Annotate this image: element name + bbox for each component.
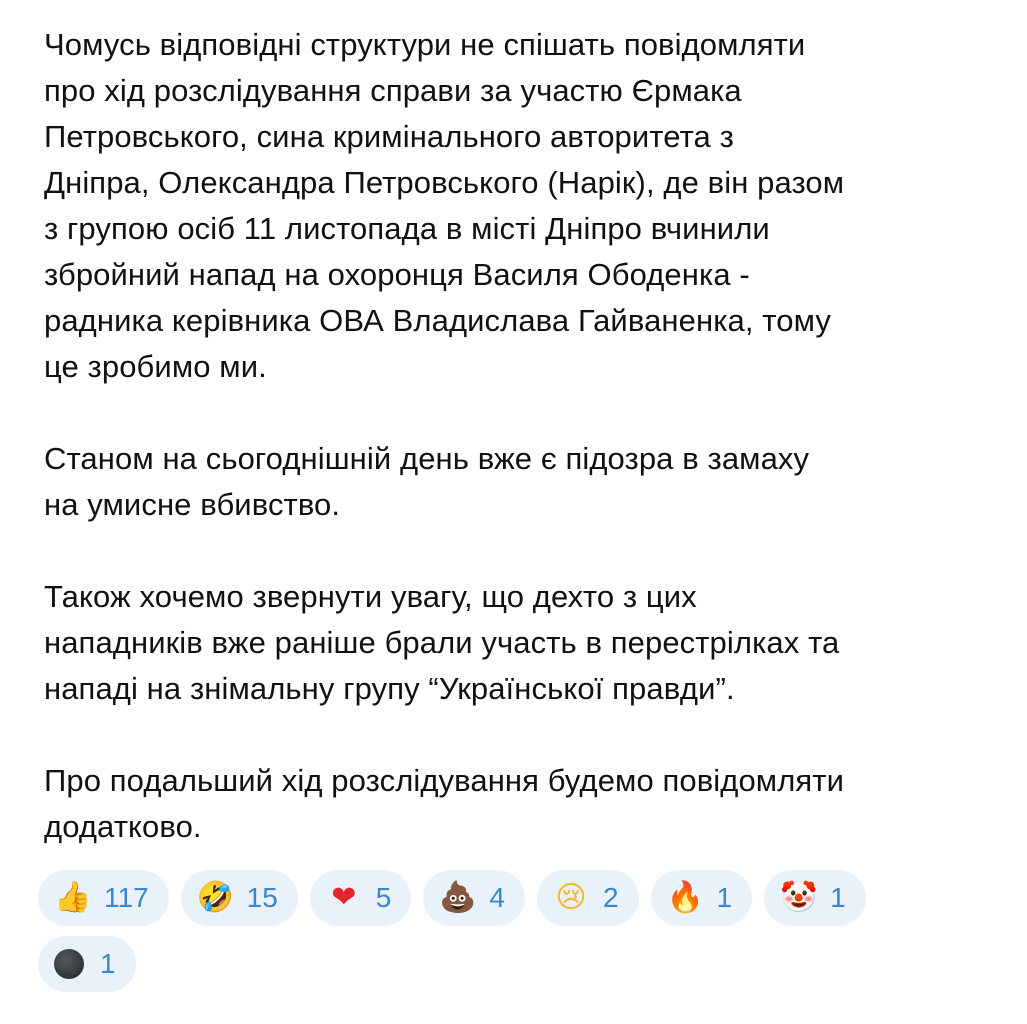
reaction-count: 1 <box>716 882 733 913</box>
reaction-count: 15 <box>246 882 278 913</box>
reaction-count: 4 <box>489 882 505 913</box>
reaction-poop[interactable] <box>423 870 525 926</box>
clown-face-icon: 🤡 <box>780 880 818 915</box>
reaction-count: 1 <box>830 882 846 913</box>
reactions-bar <box>38 870 938 992</box>
reaction-rofl[interactable] <box>181 870 298 926</box>
message-paragraph: Про подальший хід розслідування будемо повідомляти додатково. <box>44 763 845 844</box>
heart-icon: ❤ <box>331 880 357 915</box>
reaction-count: 117 <box>104 882 149 913</box>
poop-icon: 💩 <box>439 880 477 915</box>
reaction-count: 5 <box>375 882 392 913</box>
rofl-icon: 🤣 <box>196 880 234 915</box>
reaction-count: 2 <box>602 882 619 913</box>
reaction-count: 1 <box>100 948 116 979</box>
reaction-fire[interactable] <box>651 870 753 926</box>
reaction-new-moon[interactable] <box>38 936 136 992</box>
fire-icon: 🔥 <box>666 880 704 915</box>
crying-face-icon: 😢 <box>555 880 587 915</box>
reaction-clown[interactable] <box>764 870 866 926</box>
message-paragraph: Чомусь відповідні структури не спішать повідомляти про хід розслідування справи за участю Єрмака Петровського, сина кримінального авторитета з Дніпра, Олександра Петровського (Нарік), де він разом з групою осіб 11 листопада в місті Дніпро вчинили збройний напад на охоронця Василя Ободенка - радника керівника ОВА Владислава Гайваненка, тому це зробимо ми. <box>44 27 845 384</box>
message-paragraph: Також хочемо звернути увагу, що дехто з цих нападників вже раніше брали участь в перестрілках та нападі на знімальну групу “Української правди”. <box>44 579 840 706</box>
message-text <box>44 22 1004 850</box>
reaction-heart[interactable] <box>310 870 412 926</box>
thumbs-up-icon: 👍 <box>54 880 92 915</box>
new-moon-icon <box>54 949 84 979</box>
message-paragraph: Станом на сьогоднішній день вже є підозра в замаху на умисне вбивство. <box>44 441 810 522</box>
reaction-crying[interactable] <box>537 870 639 926</box>
reaction-thumbs-up[interactable] <box>38 870 169 926</box>
